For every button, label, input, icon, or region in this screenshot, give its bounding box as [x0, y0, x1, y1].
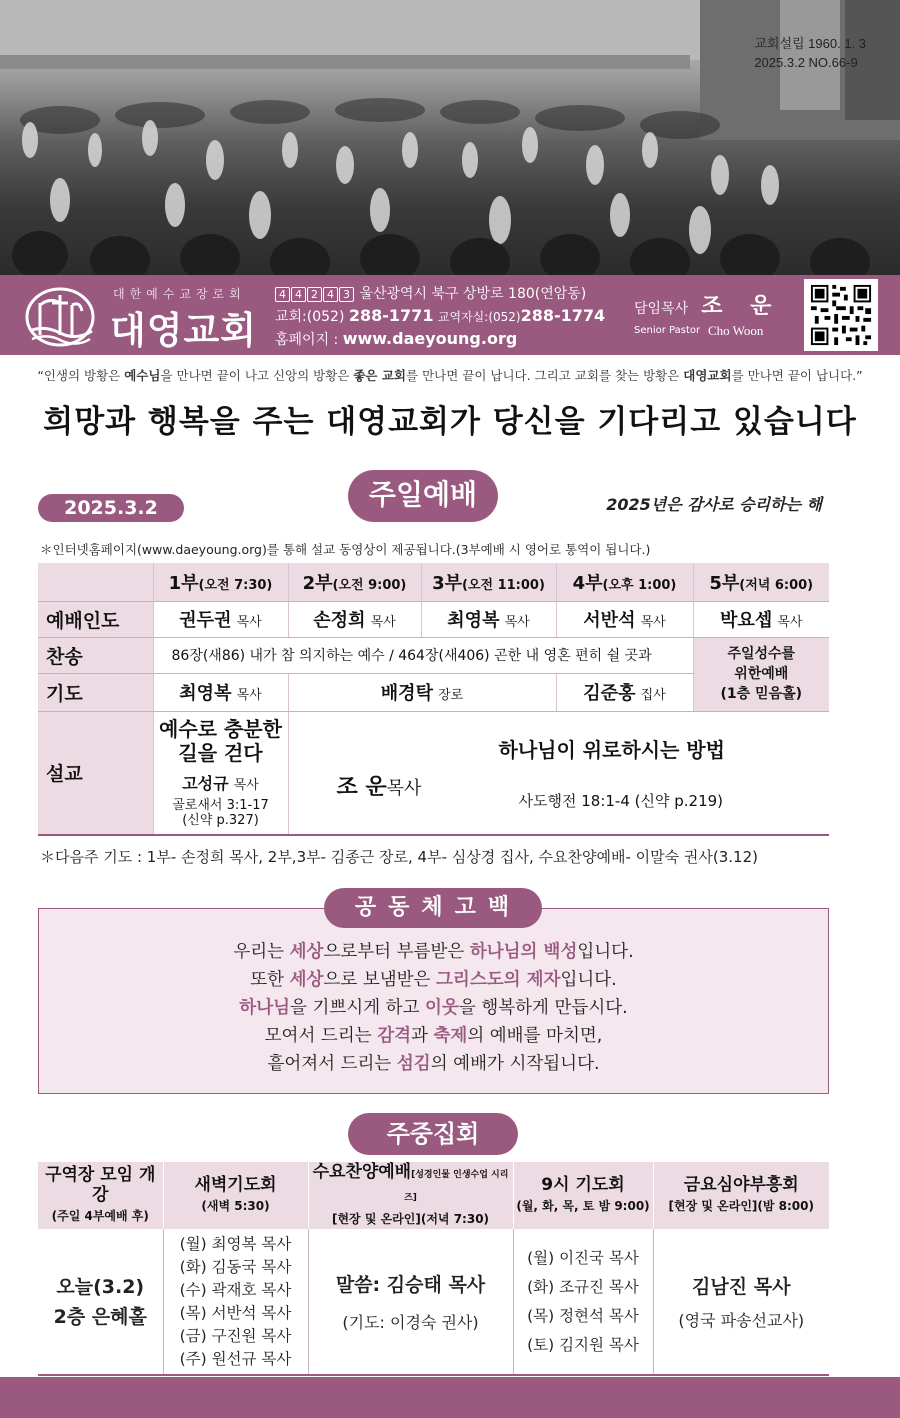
church-name: 대영교회	[110, 309, 257, 352]
year-theme: 2025년은 감사로 승리하는 해	[606, 495, 822, 514]
highlight-word: 세상	[289, 970, 324, 990]
highlight-word: 하나님	[239, 998, 291, 1018]
founded-date: 교회설립 1960. 1. 3	[754, 36, 866, 51]
table-corner	[38, 563, 153, 601]
weekly-cell-leader: 오늘(3.2) 2층 은혜홀	[38, 1229, 163, 1375]
phone-label: 교회:(052)	[275, 309, 345, 325]
highlight-word: 섬김	[396, 1054, 431, 1074]
weekly-cell-friday: 김남진 목사 (영국 파송선교사)	[653, 1229, 829, 1375]
fifth-service-note: 주일성수를 위한예배 (1층 믿음홀)	[693, 637, 829, 711]
hero-photo	[0, 0, 900, 275]
service-1-header: 1부(오전 7:30)	[153, 563, 288, 601]
highlight-word: 그리스도의 제자	[436, 970, 561, 990]
denomination: 대한예수교장로회	[113, 287, 246, 301]
weekly-header-wednesday: 수요찬양예배[성경인물 인생수업 시리즈] [현장 및 온라인](저녁 7:30)	[308, 1162, 513, 1229]
page-headline: 희망과 행복을 주는 대영교회가 당신을 기다리고 있습니다	[43, 404, 857, 440]
confession-line: 모여서 드리는 감격과 축제의 예배를 마치면,	[264, 1026, 603, 1046]
online-notice: ＊인터넷홈페이지(www.daeyoung.org)를 통해 설교 동영상이 제공됩니다.(3부예배 시 영어로 통역이 됩니다.)	[40, 542, 651, 557]
confession-text	[38, 938, 829, 1078]
pastor-label-en: Senior Pastor	[634, 325, 701, 336]
leader-2: 손정희 목사	[288, 601, 421, 637]
prayer-1: 최영복 목사	[153, 673, 288, 711]
highlight-word: 감격	[377, 1026, 412, 1046]
weekly-meetings-badge: 주중집회	[348, 1113, 518, 1155]
service-2-header: 2부(오전 9:00)	[288, 563, 421, 601]
next-week-prayer: ＊다음주 기도 : 1부- 손정희 목사, 2부,3부- 김종근 장로, 4부- 심상경 집사, 수요찬양예배- 이말숙 권사(3.12)	[40, 848, 758, 866]
office-phone: 288-1774	[520, 306, 606, 325]
row-label-leader: 예배인도	[38, 601, 153, 637]
weekly-cell-9pm: (월) 이진국 목사 (화) 조규진 목사 (목) 정현석 목사 (토) 김지원 목사	[513, 1229, 653, 1375]
senior-pastor	[634, 289, 782, 338]
confession-line: 하나님을 기쁘시게 하고 이웃을 행복하게 만듭시다.	[239, 998, 628, 1018]
church-header	[0, 275, 900, 355]
issue-number: 2025.3.2 NO.66-9	[754, 55, 858, 70]
address: 울산광역시 북구 상방로 180(연암동)	[359, 286, 587, 302]
confession-line: 흩어져서 드리는 섬김의 예배가 시작됩니다.	[267, 1054, 600, 1074]
service-4-header: 4부(오후 1:00)	[556, 563, 693, 601]
weekly-header-friday: 금요심야부흥회 [현장 및 온라인](밤 8:00)	[653, 1162, 829, 1229]
sunday-service-table	[38, 563, 829, 836]
row-label-prayer: 기도	[38, 673, 153, 711]
homepage-label: 홈페이지 :	[275, 332, 339, 348]
weekly-meetings-table	[38, 1162, 829, 1376]
church-logo-icon	[22, 281, 98, 349]
church-motto: “인생의 방황은 예수님을 만나면 끝이 나고 신앙의 방황은 좋은 교회를 만나면 끝이 납니다. 그리고 교회를 찾는 방황은 대영교회를 만나면 끝이 납니다.”	[37, 368, 863, 383]
highlight-word: 이웃	[425, 998, 459, 1018]
hymn-list: 86장(새86) 내가 참 의지하는 예수 / 464장(새406) 곤한 내 영혼 편히 쉴 곳과	[153, 637, 693, 673]
office-label: 교역자실:(052)	[437, 310, 521, 324]
leader-5: 박요셉 목사	[693, 601, 829, 637]
confession-line: 우리는 세상으로부터 부름받은 하나님의 백성입니다.	[233, 942, 634, 962]
highlight-word: 세상	[289, 942, 324, 962]
weekly-header-dawn: 새벽기도회 (새벽 5:30)	[163, 1162, 308, 1229]
leader-1: 권두권 목사	[153, 601, 288, 637]
postal-code: 4 4 2 4 3	[275, 284, 355, 305]
qr-code-icon[interactable]	[804, 279, 878, 351]
footer-bar	[0, 1377, 900, 1418]
sunday-service-badge: 주일예배	[348, 470, 498, 522]
weekly-header-cell-leader: 구역장 모임 개강 (주일 4부예배 후)	[38, 1162, 163, 1229]
service-5-header: 5부(저녁 6:00)	[693, 563, 829, 601]
founded-info	[754, 34, 866, 72]
confession-badge: 공동체고백	[324, 888, 542, 928]
highlight-word: 하나님의 백성	[469, 942, 578, 962]
pastor-name: 조 운	[701, 293, 782, 319]
phone-number: 288-1771	[348, 306, 434, 325]
service-3-header: 3부(오전 11:00)	[421, 563, 556, 601]
weekly-cell-dawn: (월) 최영복 목사 (화) 김동국 목사 (수) 곽재호 목사 (목) 서반석 목사 (금) 구진원 목사 (주) 원선규 목사	[163, 1229, 308, 1375]
row-label-sermon: 설교	[38, 711, 153, 835]
weekly-cell-wednesday: 말씀: 김승태 목사 (기도: 이경숙 권사)	[308, 1229, 513, 1375]
leader-4: 서반석 목사	[556, 601, 693, 637]
sermon-first-service: 예수로 충분한 길을 걷다 고성규 목사 골로새서 3:1-17 (신약 p.327)	[153, 711, 288, 835]
weekly-header-9pm: 9시 기도회 (월, 화, 목, 토 밤 9:00)	[513, 1162, 653, 1229]
homepage-link[interactable]: www.daeyoung.org	[342, 329, 518, 348]
pastor-name-en: Cho Woon	[708, 323, 764, 338]
highlight-word: 축제	[433, 1026, 468, 1046]
row-label-hymn: 찬송	[38, 637, 153, 673]
prayer-2: 배경탁 장로	[288, 673, 556, 711]
sermon-main: 조 운목사 하나님이 위로하시는 방법 사도행전 18:1-4 (신약 p.219)	[288, 711, 829, 835]
confession-line: 또한 세상으로 보냄받은 그리스도의 제자입니다.	[250, 970, 617, 990]
leader-3: 최영복 목사	[421, 601, 556, 637]
prayer-3: 김준홍 집사	[556, 673, 693, 711]
service-date-badge: 2025.3.2	[38, 494, 184, 522]
contact-info	[275, 284, 605, 351]
pastor-label: 담임목사	[634, 301, 689, 317]
